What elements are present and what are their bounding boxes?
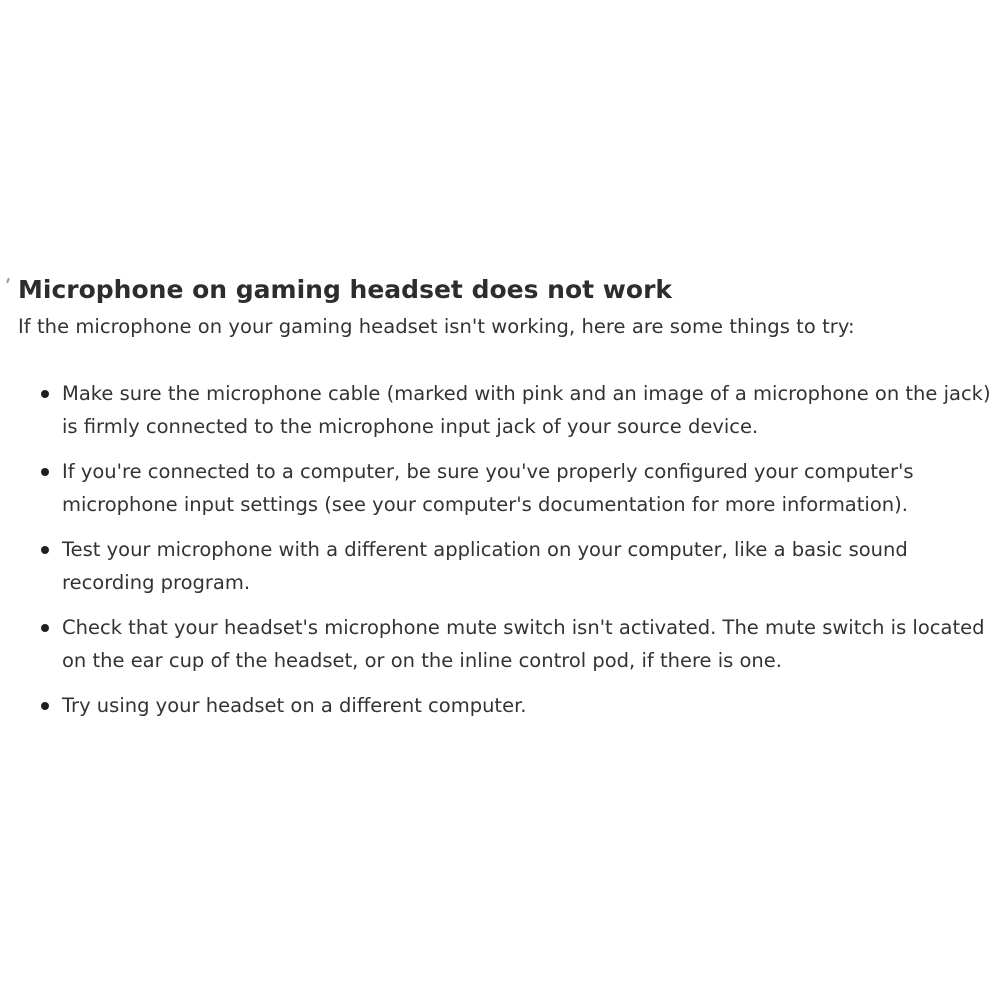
stray-mark — [6, 278, 10, 283]
tip-text: Check that your headset's microphone mute switch isn't activated. The mute switch is located on the ear cup of the headset, or on the inline control pod, if there is one. — [62, 616, 985, 672]
support-article — [18, 270, 998, 734]
tips-list — [18, 377, 998, 722]
tip-text: Try using your headset on a different computer. — [62, 694, 527, 717]
tip-text: Make sure the microphone cable (marked with pink and an image of a microphone on the jack) is firmly connected to the microphone input jack of your source device. — [62, 382, 991, 438]
bullet-icon — [41, 390, 49, 398]
tip-item-1 — [18, 377, 1001, 443]
tip-text: Test your microphone with a different application on your computer, like a basic sound recording program. — [62, 538, 908, 594]
tip-text: If you're connected to a computer, be sure you've properly configured your computer's microphone input settings (see your computer's documentation for more information). — [62, 460, 914, 516]
bullet-icon — [41, 702, 49, 710]
bullet-icon — [41, 624, 49, 632]
tip-item-3 — [18, 533, 1001, 599]
tip-item-5 — [18, 689, 1001, 722]
bullet-icon — [41, 546, 49, 554]
tip-item-2 — [18, 455, 1001, 521]
tip-item-4 — [18, 611, 1001, 677]
bullet-icon — [41, 468, 49, 476]
article-intro: If the microphone on your gaming headset isn't working, here are some things to try: — [18, 315, 855, 338]
article-title: Microphone on gaming headset does not work — [18, 275, 673, 304]
